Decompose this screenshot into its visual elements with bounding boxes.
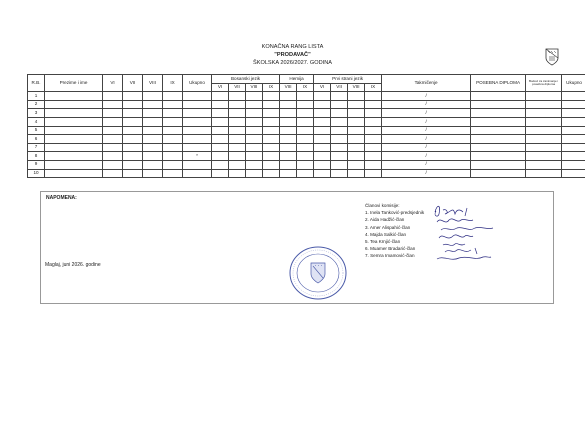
row-number: 1	[28, 92, 45, 101]
rb-header: R.B.	[28, 75, 45, 92]
row-number: 8	[28, 152, 45, 161]
table-cell	[280, 160, 297, 169]
table-cell	[212, 160, 229, 169]
commission-member: 3. Amer Alispahić-član	[365, 224, 411, 230]
table-cell	[526, 109, 562, 118]
row-number: 10	[28, 169, 45, 178]
table-cell	[183, 100, 212, 109]
table-cell	[348, 169, 365, 178]
table-cell	[297, 117, 314, 126]
table-cell	[331, 126, 348, 135]
table-cell	[526, 160, 562, 169]
table-cell	[348, 152, 365, 161]
name-header: Prezime i ime	[45, 75, 103, 92]
table-cell	[229, 152, 246, 161]
table-cell	[314, 100, 331, 109]
table-cell	[280, 100, 297, 109]
table-cell	[163, 100, 183, 109]
total2-header: Ukupno	[562, 75, 585, 92]
table-cell	[297, 143, 314, 152]
table-cell	[562, 92, 585, 101]
table-cell	[331, 117, 348, 126]
table-row	[28, 117, 585, 126]
table-row	[28, 109, 585, 118]
table-cell	[143, 135, 163, 144]
table-cell	[45, 160, 103, 169]
table-cell	[331, 160, 348, 169]
table-cell	[562, 152, 585, 161]
table-cell	[314, 160, 331, 169]
table-cell	[45, 126, 103, 135]
table-cell	[526, 135, 562, 144]
table-cell	[331, 100, 348, 109]
table-cell	[280, 117, 297, 126]
table-cell	[246, 92, 263, 101]
table-cell	[229, 109, 246, 118]
table-cell	[280, 143, 297, 152]
table-cell	[143, 169, 163, 178]
table-cell	[183, 126, 212, 135]
table-cell	[123, 109, 143, 118]
table-cell	[103, 126, 123, 135]
table-cell	[280, 126, 297, 135]
commission-member: 1. Inela Tanković-predsjednik	[365, 210, 425, 216]
table-cell	[331, 143, 348, 152]
row-number: 9	[28, 160, 45, 169]
table-cell	[263, 143, 280, 152]
table-cell	[123, 92, 143, 101]
table-cell	[45, 117, 103, 126]
table-cell	[212, 100, 229, 109]
school-year: ŠKOLSKA 2026/2027. GODINA	[253, 60, 332, 66]
table-cell	[163, 117, 183, 126]
table-cell	[212, 169, 229, 178]
table-cell	[562, 135, 585, 144]
grade-header: VI	[103, 75, 123, 92]
table-cell	[314, 126, 331, 135]
table-cell	[471, 117, 526, 126]
commission-member: 2. Aida Hadžić-član	[365, 217, 405, 223]
table-cell	[183, 109, 212, 118]
table-cell	[365, 135, 382, 144]
table-cell	[246, 135, 263, 144]
table-cell	[526, 152, 562, 161]
competition-cell: /	[382, 143, 471, 152]
table-cell	[526, 126, 562, 135]
table-row	[28, 152, 585, 161]
table-cell	[314, 92, 331, 101]
table-cell	[526, 92, 562, 101]
commission-title: Članovi komisije:	[365, 203, 400, 208]
bonus-header: Bodovi za zanimanje i posebna diploma	[526, 75, 562, 92]
table-cell	[103, 143, 123, 152]
table-cell	[263, 109, 280, 118]
table-cell	[348, 100, 365, 109]
table-cell	[246, 169, 263, 178]
grade-header: IX	[163, 75, 183, 92]
total-header: Ukupno	[183, 75, 212, 92]
table-cell	[314, 117, 331, 126]
table-cell	[471, 126, 526, 135]
table-cell	[45, 152, 103, 161]
table-row	[28, 143, 585, 152]
competition-cell: /	[382, 169, 471, 178]
commission-list	[365, 202, 424, 260]
table-cell	[314, 143, 331, 152]
table-cell	[562, 109, 585, 118]
table-cell	[365, 100, 382, 109]
table-cell	[45, 143, 103, 152]
strani-jezik-header: Prvi strani jezik	[314, 75, 382, 84]
table-cell	[183, 92, 212, 101]
grade-header: VIII	[348, 83, 365, 92]
commission-member: 6. Muamer Bradarić-član	[365, 246, 416, 252]
table-cell	[562, 169, 585, 178]
table-cell	[280, 152, 297, 161]
table-cell	[212, 135, 229, 144]
table-cell	[212, 92, 229, 101]
table-cell	[526, 143, 562, 152]
grade-header: IX	[297, 83, 314, 92]
table-cell	[263, 152, 280, 161]
table-cell	[183, 169, 212, 178]
diploma-header: POSEBNA DIPLOMA	[471, 75, 526, 92]
table-cell	[526, 169, 562, 178]
table-cell	[123, 169, 143, 178]
table-cell	[297, 100, 314, 109]
table-cell	[314, 135, 331, 144]
competition-header: Takmičenje	[382, 75, 471, 92]
commission-member: 4. Majda Salkić-član	[365, 231, 407, 237]
table-cell	[348, 126, 365, 135]
table-cell	[562, 126, 585, 135]
table-cell	[183, 135, 212, 144]
hemija-header: Hemija	[280, 75, 314, 84]
table-cell	[314, 152, 331, 161]
table-row	[28, 160, 585, 169]
table-cell	[212, 117, 229, 126]
table-cell	[348, 160, 365, 169]
table-cell	[143, 160, 163, 169]
table-cell	[143, 126, 163, 135]
table-cell	[471, 169, 526, 178]
table-cell	[163, 169, 183, 178]
table-cell	[246, 126, 263, 135]
table-cell	[123, 100, 143, 109]
table-cell	[280, 109, 297, 118]
table-cell	[163, 135, 183, 144]
table-cell	[45, 135, 103, 144]
table-cell	[365, 109, 382, 118]
table-cell	[365, 92, 382, 101]
table-cell	[143, 109, 163, 118]
table-cell	[331, 135, 348, 144]
table-cell	[143, 100, 163, 109]
table-row	[28, 126, 585, 135]
table-cell	[45, 100, 103, 109]
table-cell	[103, 109, 123, 118]
competition-cell: /	[382, 92, 471, 101]
table-cell	[365, 126, 382, 135]
table-cell	[562, 160, 585, 169]
table-cell	[348, 117, 365, 126]
table-cell	[365, 152, 382, 161]
table-cell	[163, 152, 183, 161]
grade-header: VI	[212, 83, 229, 92]
table-cell	[229, 100, 246, 109]
table-cell	[143, 117, 163, 126]
table-row	[28, 100, 585, 109]
table-cell	[143, 143, 163, 152]
profession-title: "PRODAVAČ"	[274, 52, 311, 58]
table-cell	[123, 160, 143, 169]
table-cell	[263, 92, 280, 101]
table-row	[28, 92, 585, 101]
official-stamp-icon	[288, 245, 348, 301]
table-cell	[297, 135, 314, 144]
table-cell	[163, 160, 183, 169]
table-cell	[280, 135, 297, 144]
table-cell	[229, 160, 246, 169]
table-cell	[123, 117, 143, 126]
row-number: 2	[28, 100, 45, 109]
table-cell	[229, 169, 246, 178]
grade-header: VIII	[246, 83, 263, 92]
table-cell	[331, 152, 348, 161]
table-cell	[103, 152, 123, 161]
competition-cell: /	[382, 100, 471, 109]
table-cell	[297, 169, 314, 178]
table-cell	[562, 143, 585, 152]
table-cell	[280, 169, 297, 178]
table-cell	[331, 92, 348, 101]
table-cell	[365, 160, 382, 169]
table-cell	[163, 126, 183, 135]
table-cell	[123, 126, 143, 135]
table-cell	[263, 169, 280, 178]
table-cell	[103, 92, 123, 101]
grade-header: VII	[331, 83, 348, 92]
table-row	[28, 169, 585, 178]
table-cell	[562, 100, 585, 109]
bosanski-header: Bosanski jezik	[212, 75, 280, 84]
place-date: Maglaj, juni 2026. godine	[45, 262, 101, 268]
table-cell	[348, 109, 365, 118]
table-cell	[212, 109, 229, 118]
table-cell	[246, 160, 263, 169]
table-cell	[348, 135, 365, 144]
table-cell	[297, 152, 314, 161]
table-cell	[297, 126, 314, 135]
table-cell	[183, 117, 212, 126]
signatures-icon	[427, 202, 517, 264]
competition-cell: /	[382, 126, 471, 135]
table-cell	[212, 143, 229, 152]
table-cell	[183, 143, 212, 152]
commission-member: 7. Semra Imamović-član	[365, 253, 415, 259]
table-cell	[229, 92, 246, 101]
table-cell	[297, 109, 314, 118]
table-cell	[365, 143, 382, 152]
mark-cell: *	[183, 152, 212, 161]
table-cell	[263, 160, 280, 169]
table-cell	[263, 135, 280, 144]
table-cell	[471, 160, 526, 169]
table-cell	[143, 92, 163, 101]
table-cell	[365, 117, 382, 126]
table-cell	[229, 126, 246, 135]
table-cell	[263, 126, 280, 135]
row-number: 4	[28, 117, 45, 126]
note-title: NAPOMENA:	[46, 195, 77, 201]
note-box	[40, 191, 554, 304]
table-cell	[246, 100, 263, 109]
table-cell	[103, 100, 123, 109]
table-cell	[45, 92, 103, 101]
table-cell	[45, 109, 103, 118]
table-cell	[212, 126, 229, 135]
table-cell	[331, 109, 348, 118]
table-cell	[143, 152, 163, 161]
grade-header: VI	[314, 83, 331, 92]
table-cell	[365, 169, 382, 178]
table-cell	[163, 109, 183, 118]
table-cell	[280, 92, 297, 101]
table-cell	[123, 135, 143, 144]
table-cell	[229, 143, 246, 152]
table-cell	[229, 117, 246, 126]
table-cell	[471, 92, 526, 101]
table-cell	[263, 117, 280, 126]
row-number: 5	[28, 126, 45, 135]
table-cell	[246, 117, 263, 126]
table-cell	[471, 109, 526, 118]
row-number: 6	[28, 135, 45, 144]
competition-cell: /	[382, 160, 471, 169]
table-cell	[103, 160, 123, 169]
grade-header: VIII	[143, 75, 163, 92]
table-cell	[103, 135, 123, 144]
competition-cell: /	[382, 117, 471, 126]
table-cell	[103, 117, 123, 126]
table-cell	[314, 109, 331, 118]
table-cell	[246, 109, 263, 118]
table-cell	[123, 143, 143, 152]
grade-header: IX	[365, 83, 382, 92]
table-cell	[163, 92, 183, 101]
table-cell	[123, 152, 143, 161]
grade-header: VIII	[280, 83, 297, 92]
table-cell	[297, 160, 314, 169]
table-cell	[331, 169, 348, 178]
table-row	[28, 135, 585, 144]
table-cell	[314, 169, 331, 178]
grade-header: VII	[123, 75, 143, 92]
table-cell	[246, 143, 263, 152]
table-cell	[526, 100, 562, 109]
table-cell	[163, 143, 183, 152]
ranking-table	[27, 74, 585, 178]
table-cell	[229, 135, 246, 144]
member-list	[365, 209, 424, 259]
table-cell	[526, 117, 562, 126]
table-cell	[45, 169, 103, 178]
table-cell	[562, 117, 585, 126]
competition-cell: /	[382, 135, 471, 144]
row-number: 3	[28, 109, 45, 118]
table-cell	[471, 135, 526, 144]
table-body	[28, 92, 585, 178]
table-cell	[471, 100, 526, 109]
table-cell	[263, 100, 280, 109]
grade-header: VII	[229, 83, 246, 92]
grade-header: IX	[263, 83, 280, 92]
competition-cell: /	[382, 152, 471, 161]
header-row	[28, 75, 585, 84]
table-cell	[183, 160, 212, 169]
table-cell	[348, 92, 365, 101]
list-title: KONAČNA RANG LISTA	[261, 44, 324, 50]
row-number: 7	[28, 143, 45, 152]
table-cell	[103, 169, 123, 178]
competition-cell: /	[382, 109, 471, 118]
commission-member: 5. Tea Krnjić-član	[365, 239, 401, 245]
table-cell	[297, 92, 314, 101]
table-cell	[246, 152, 263, 161]
table-cell	[212, 152, 229, 161]
table-cell	[348, 143, 365, 152]
coat-of-arms-icon	[545, 48, 559, 66]
table-cell	[471, 143, 526, 152]
table-cell	[471, 152, 526, 161]
